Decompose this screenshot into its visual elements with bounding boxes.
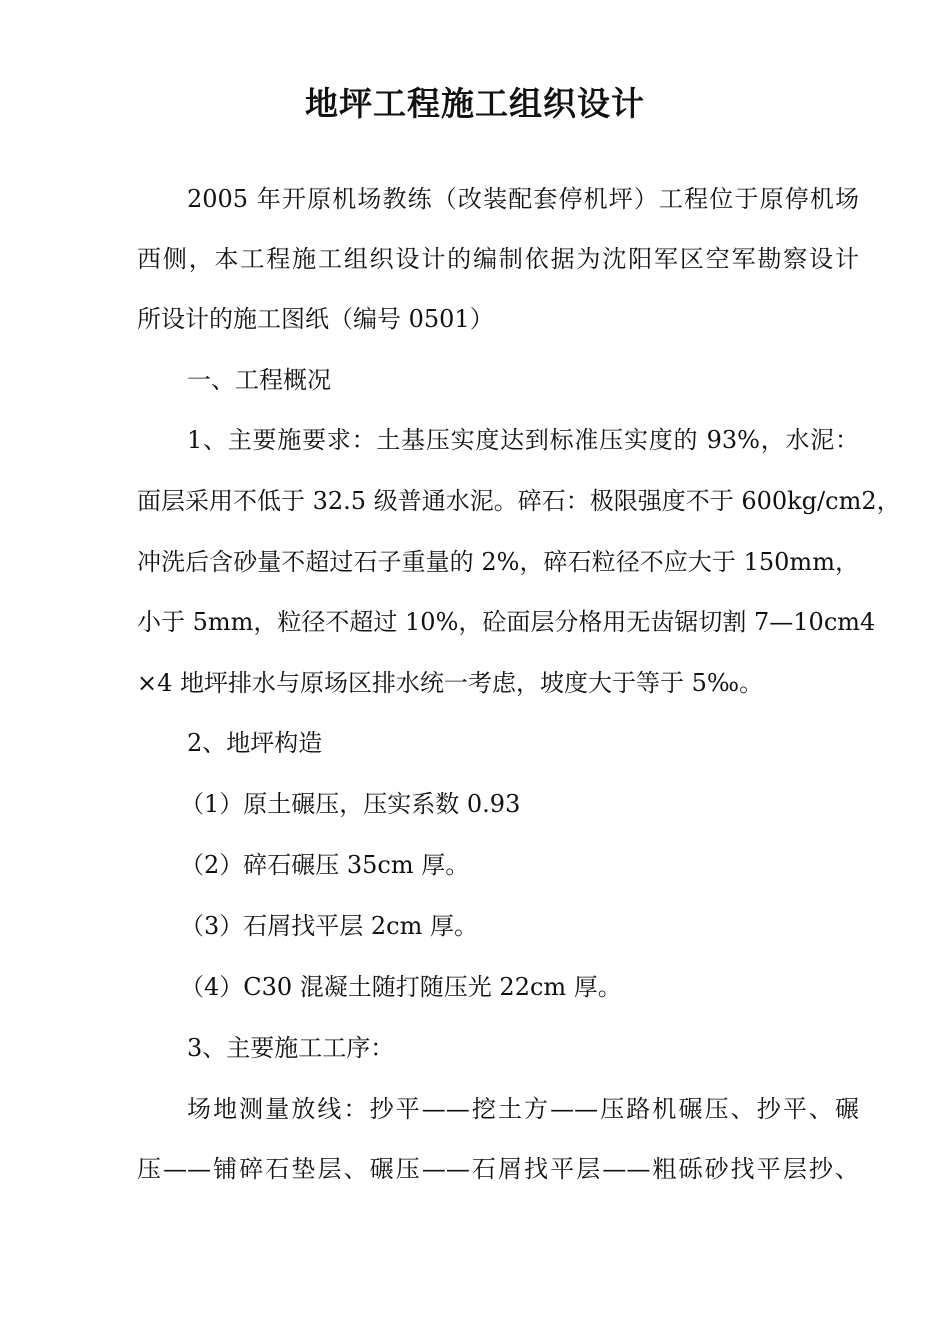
- paragraph-line: 1、主要施要求：土基压实度达到标准压实度的 93%，水泥：: [187, 426, 859, 454]
- paragraph-line: 2005 年开原机场教练（改装配套停机坪）工程位于原停机场: [187, 185, 859, 213]
- paragraph-line: 面层采用不低于 32.5 级普通水泥。碎石：极限强度不于 600kg/cm2，: [137, 487, 901, 515]
- paragraph-line: 小于 5mm，粒径不超过 10%，砼面层分格用无齿锯切割 7—10cm4: [137, 608, 876, 636]
- paragraph-line: 压——铺碎石垫层、碾压——石屑找平层——粗砾砂找平层抄、: [137, 1155, 859, 1183]
- section-heading: 2、地坪构造: [187, 729, 323, 757]
- section-heading: 一、工程概况: [187, 366, 331, 394]
- list-item: （1）原土碾压，压实系数 0.93: [180, 790, 521, 818]
- paragraph-line: ×4 地坪排水与原场区排水统一考虑，坡度大于等于 5‰。: [137, 669, 764, 697]
- paragraph-line: 场地测量放线：抄平——挖土方——压路机碾压、抄平、碾: [187, 1095, 859, 1123]
- section-heading: 3、主要施工工序：: [187, 1034, 395, 1062]
- document-title: 地坪工程施工组织设计: [305, 84, 645, 123]
- paragraph-line: 西侧，本工程施工组织设计的编制依据为沈阳军区空军勘察设计: [137, 245, 859, 273]
- paragraph-line: 冲洗后含砂量不超过石子重量的 2%，碎石粒径不应大于 150mm，: [137, 548, 859, 576]
- paragraph-line: 所设计的施工图纸（编号 0501）: [137, 305, 494, 333]
- list-item: （4）C30 混凝土随打随压光 22cm 厚。: [180, 973, 622, 1001]
- list-item: （3）石屑找平层 2cm 厚。: [180, 912, 478, 940]
- list-item: （2）碎石碾压 35cm 厚。: [180, 851, 470, 879]
